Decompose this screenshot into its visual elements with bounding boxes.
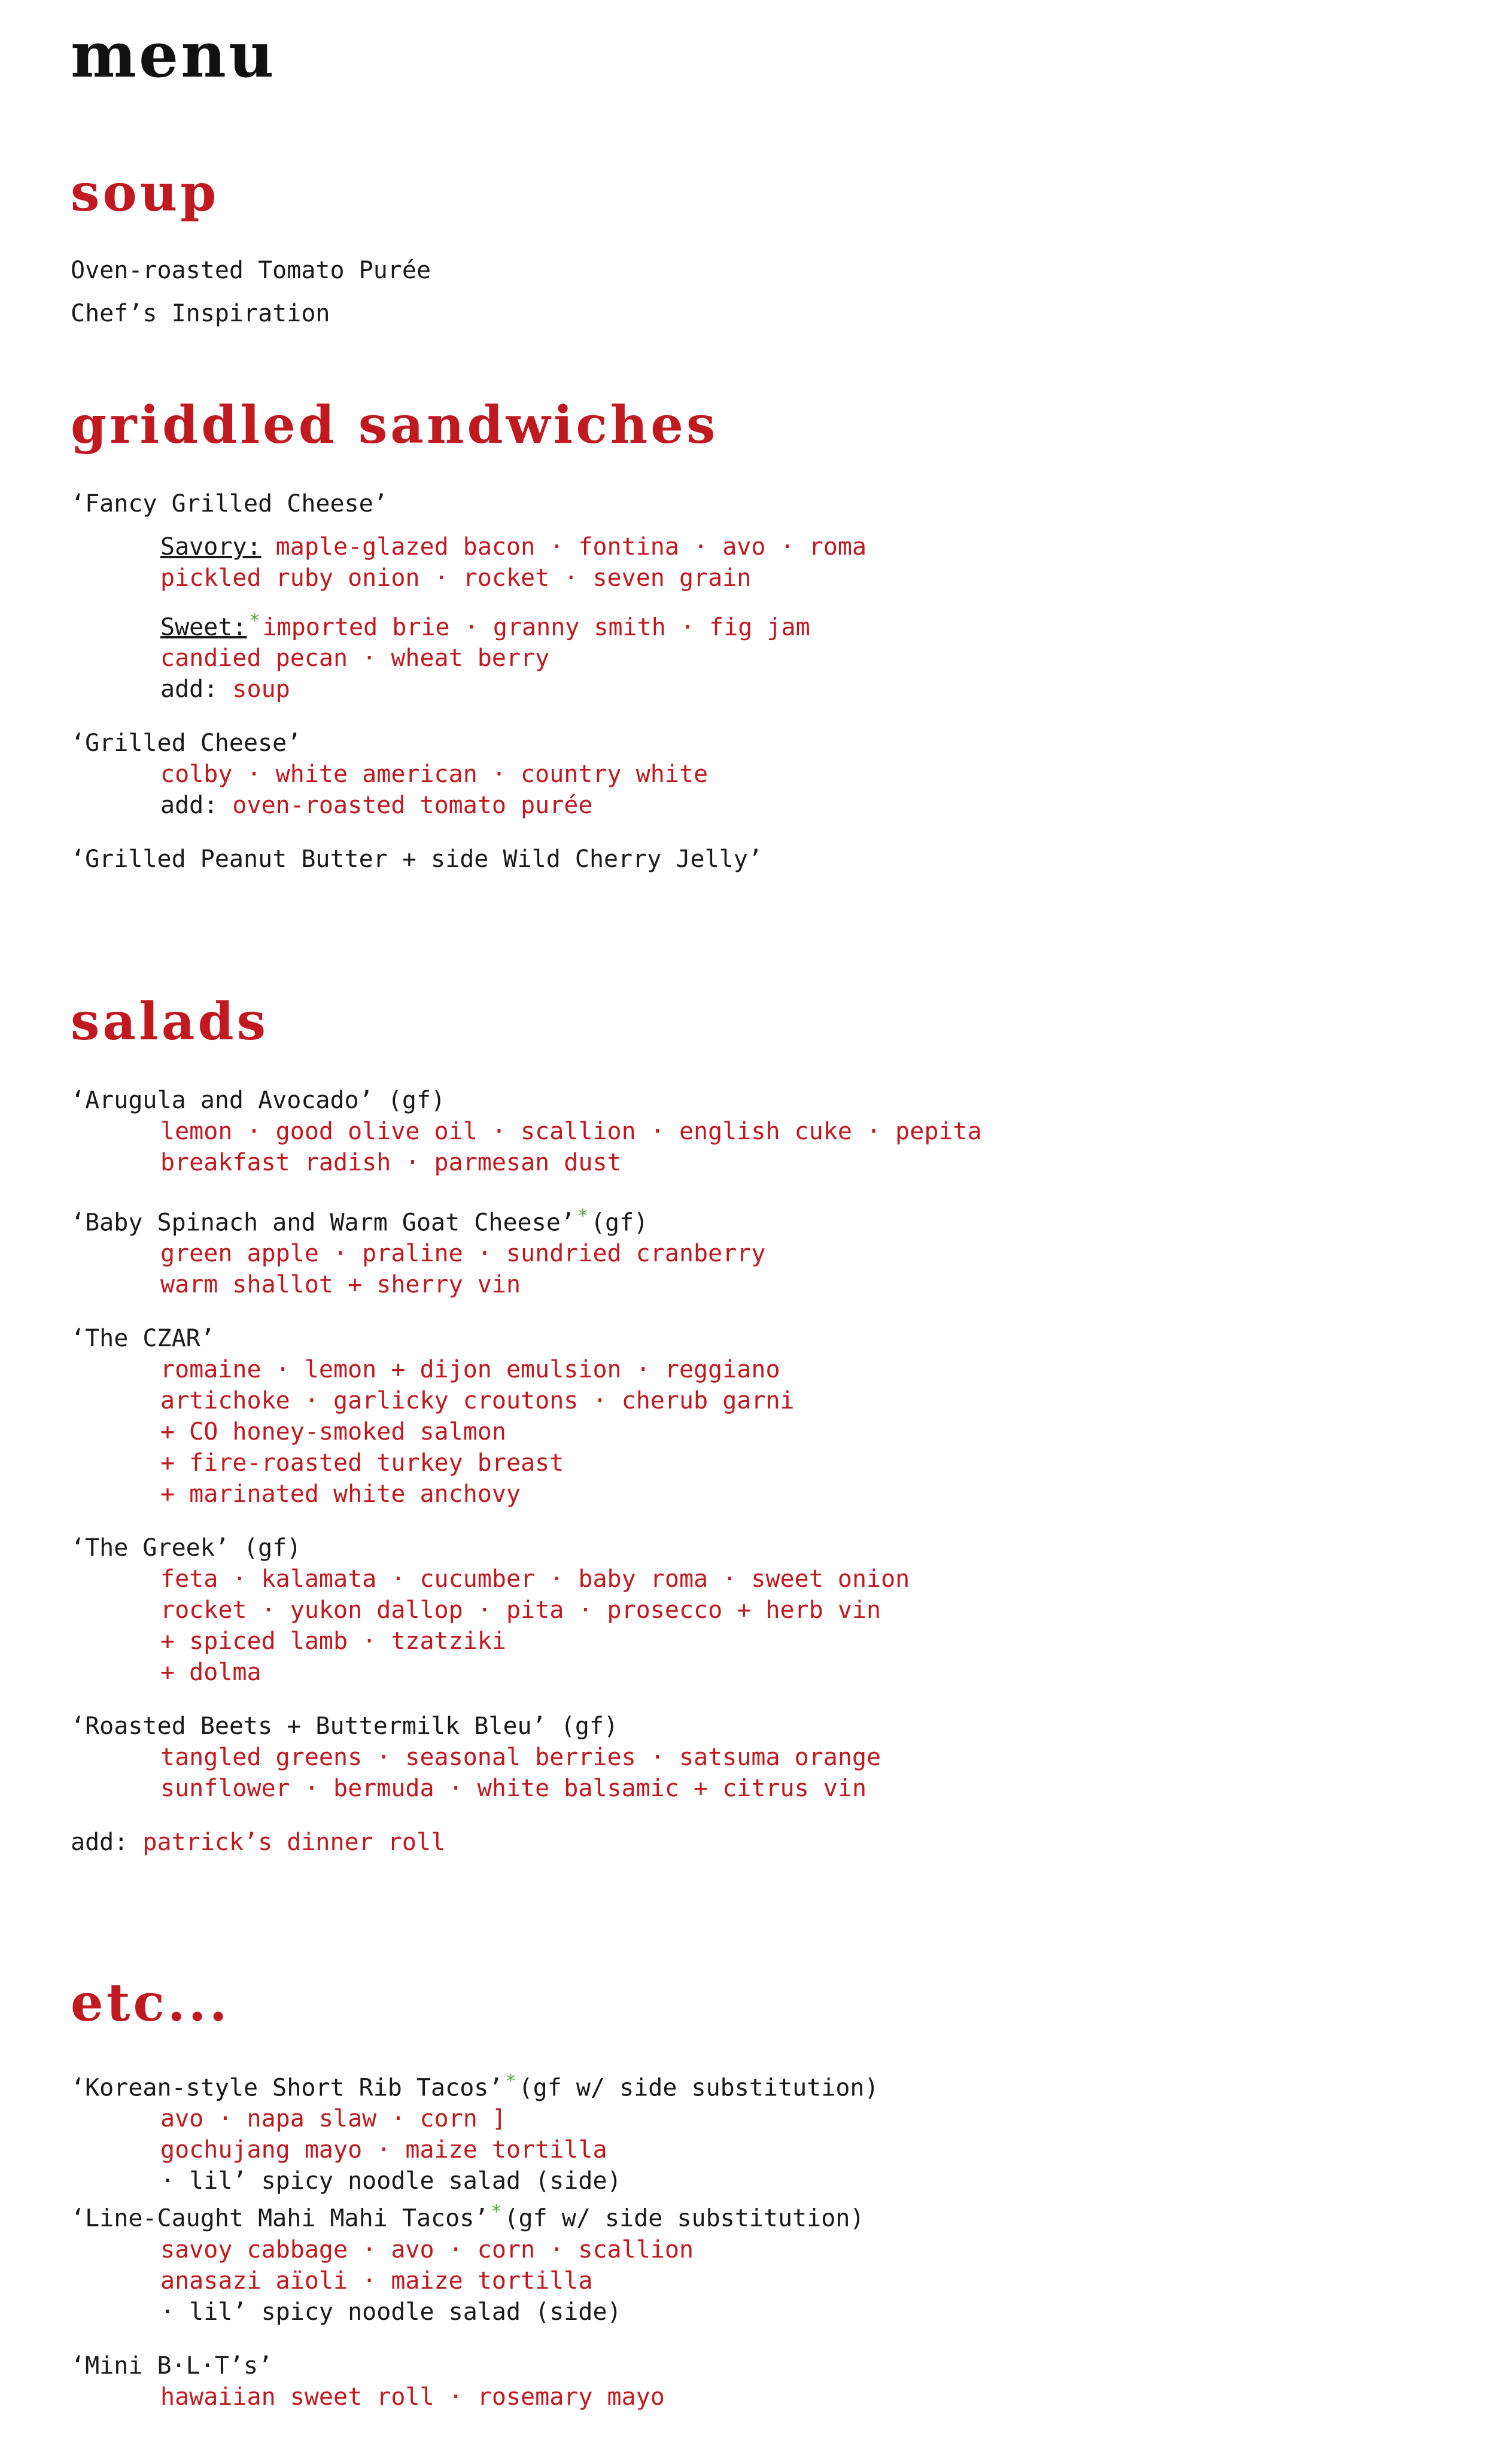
item-name: ‘Grilled Peanut Butter + side Wild Cherry Jelly’ [71,845,762,874]
item-description: + spiced lamb · tzatziki [160,1628,506,1656]
item-name: ‘Arugula and Avocado’ [71,1087,373,1114]
item-name-line [71,1085,1447,1116]
item-description: romaine · lemon + dijon emulsion · reggiano [160,1356,780,1384]
soup-item: Oven-roasted Tomato Purée [71,257,431,284]
item-name: ‘Fancy Grilled Cheese’ [71,490,388,518]
add-line [71,790,1447,821]
item-description: colby · white american · country white [160,761,709,789]
item-description: avo · napa slaw · corn ] [160,2105,506,2133]
item-name-line [71,1201,1447,1238]
savory-line [71,531,1447,562]
star-icon: * [491,2201,502,2223]
soup-item: Chef’s Inspiration [71,300,330,327]
item-description: breakfast radish · parmesan dust [160,1149,622,1176]
item-description: + fire-roasted turkey breast [160,1449,564,1477]
sandwiches-heading: griddled sandwiches [71,395,719,455]
gf-tag: (gf w/ side substitution) [518,2074,879,2102]
item-description: sunflower · bermuda · white balsamic + citrus vin [160,1775,867,1803]
sandwiches-section [71,395,1447,875]
add-label: add: [160,792,218,820]
item-description: · lil’ spicy noodle salad (side) [160,2167,622,2195]
menu-title: menu [71,18,276,92]
gf-tag: (gf) [244,1534,302,1562]
item-name: ‘The CZAR’ [71,1325,215,1353]
item-name: ‘Line-Caught Mahi Mahi Tacos’ [71,2204,489,2232]
item-description: artichoke · garlicky croutons · cherub garni [160,1387,795,1415]
sweet-line [71,606,1447,643]
soup-heading: soup [71,163,220,223]
etc-heading: etc... [71,1973,230,2033]
add-label: add: [160,676,218,704]
item-description: candied pecan · wheat berry [160,644,550,673]
salads-heading: salads [71,991,269,1052]
etc-section [71,1973,1447,2413]
item-description: anasazi aïoli · maize tortilla [160,2267,593,2295]
gf-tag: (gf) [387,1087,446,1114]
item-description: + CO honey-smoked salmon [160,1418,506,1446]
item-name: ‘Baby Spinach and Warm Goat Cheese’ [71,1209,575,1237]
item-name: ‘The Greek’ [71,1534,229,1562]
star-icon: * [505,2071,516,2092]
soup-section [71,163,1447,329]
item-description: hawaiian sweet roll · rosemary mayo [160,2383,665,2411]
gf-tag: (gf w/ side substitution) [504,2204,865,2232]
item-description: feta · kalamata · cucumber · baby roma · sweet onion [160,1565,910,1593]
add-line [71,1827,1447,1858]
add-value: patrick’s dinner roll [142,1829,446,1857]
item-description: gochujang mayo · maize tortilla [160,2136,607,2164]
sweet-label: Sweet: [160,613,247,641]
item-name: ‘Grilled Cheese’ [71,729,302,758]
savory-label: Savory: [160,533,262,561]
item-name-line [71,1711,1447,1742]
item-description: · lil’ spicy noodle salad (side) [160,2298,622,2326]
item-name: ‘Mini B·L·T’s’ [71,2352,273,2380]
add-value: oven-roasted tomato purée [232,792,593,820]
star-icon: * [249,610,260,631]
gf-tag: (gf) [560,1712,619,1741]
item-description: warm shallot + sherry vin [160,1271,521,1299]
item-description: + dolma [160,1659,262,1687]
item-description: maple-glazed bacon · fontina · avo · roma [275,533,867,561]
star-icon: * [577,1206,588,1227]
item-name: ‘Roasted Beets + Buttermilk Bleu’ [71,1712,546,1741]
add-label: add: [71,1829,129,1857]
add-line [71,674,1447,705]
item-description: rocket · yukon dallop · pita · prosecco + herb vin [160,1596,881,1625]
gf-tag: (gf) [590,1209,649,1237]
item-description: pickled ruby onion · rocket · seven grain [160,564,752,592]
salads-section [71,991,1447,1858]
item-description: savoy cabbage · avo · corn · scallion [160,2235,694,2264]
add-value: soup [232,676,290,704]
item-description: lemon · good olive oil · scallion · english cuke · pepita [160,1118,982,1145]
item-name-line [71,2197,1447,2234]
item-name: ‘Korean-style Short Rib Tacos’ [71,2074,503,2102]
item-name-line [71,1532,1447,1563]
item-description: green apple · praline · sundried cranberry [160,1240,766,1268]
item-description: + marinated white anchovy [160,1480,521,1508]
item-name-line [71,2066,1447,2103]
item-description: imported brie · granny smith · fig jam [262,613,810,641]
item-description: tangled greens · seasonal berries · satsuma orange [160,1744,881,1772]
